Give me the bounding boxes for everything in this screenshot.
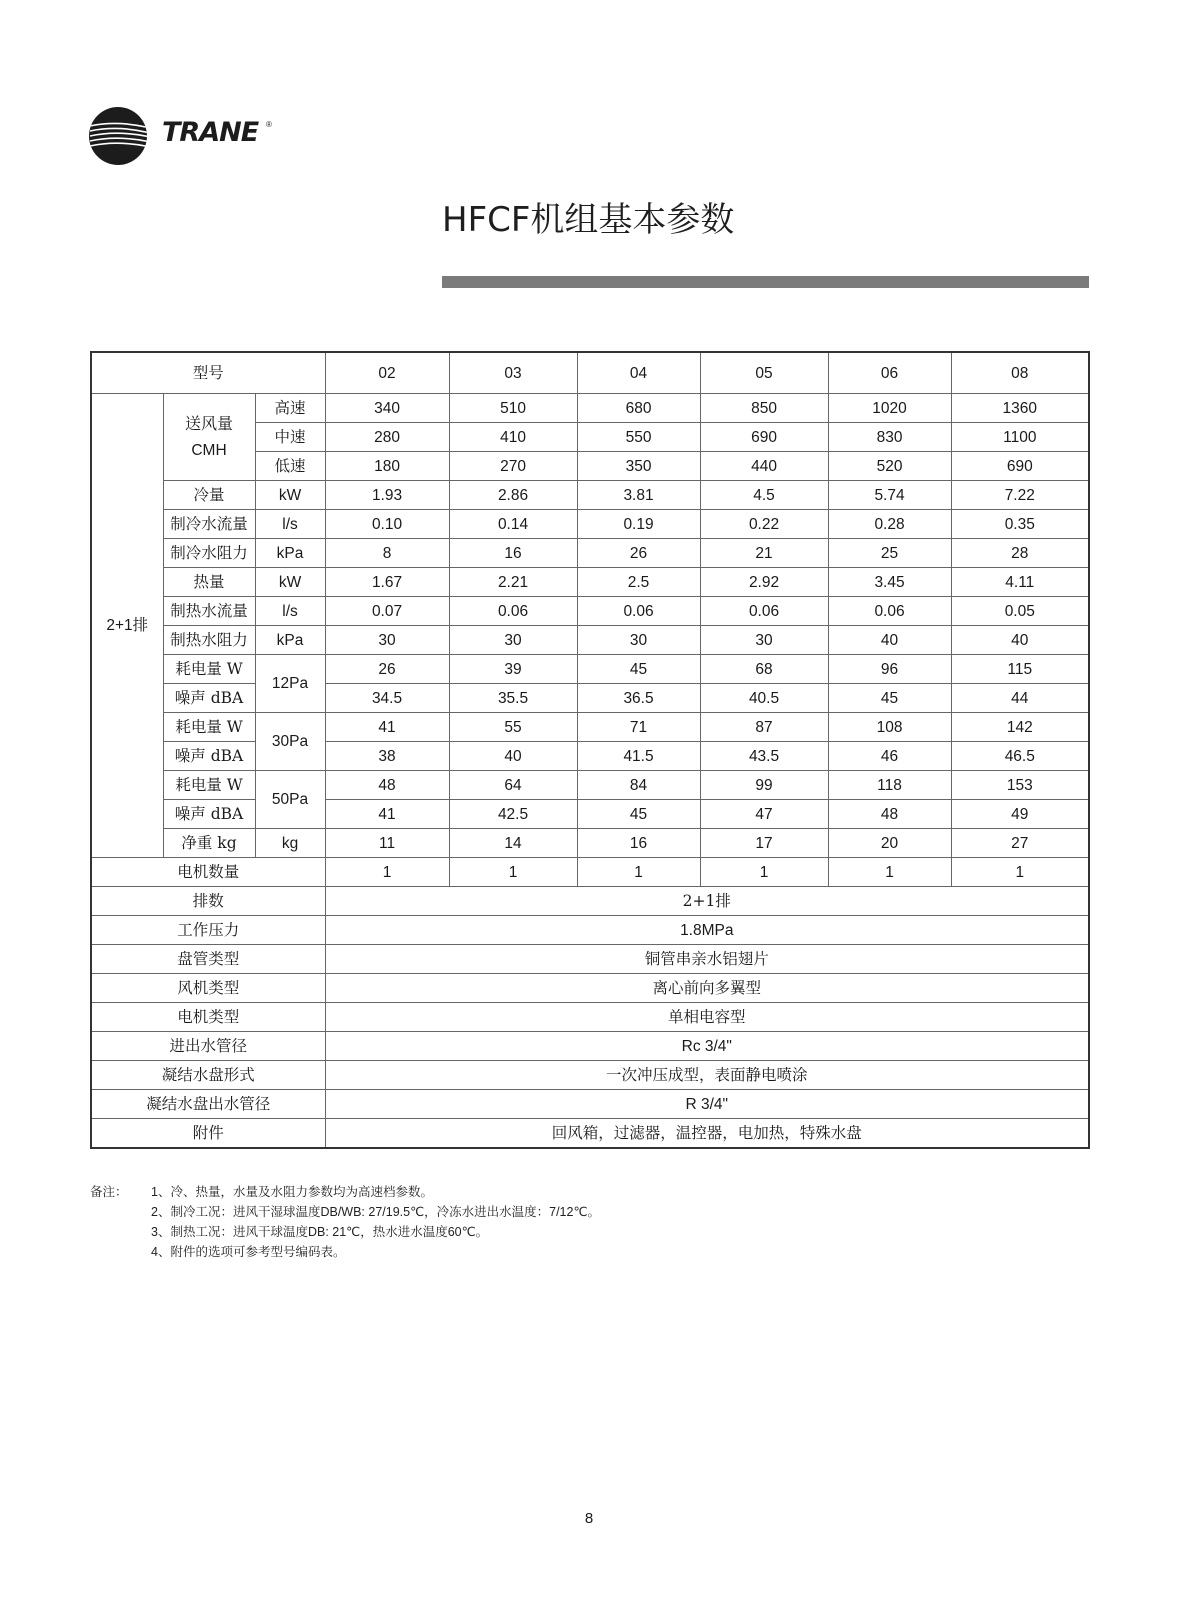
table-cell: 0.28: [828, 510, 951, 539]
table-cell: 0.06: [700, 597, 828, 626]
row-label: 噪声 dBA: [163, 684, 255, 713]
table-cell: 71: [577, 713, 700, 742]
row-label: 净重 kg: [163, 829, 255, 858]
table-cell: 45: [577, 800, 700, 829]
span-value: 离心前向多翼型: [325, 974, 1089, 1003]
table-cell: 25: [828, 539, 951, 568]
span-row: [91, 916, 1089, 945]
span-value: 回风箱，过滤器，温控器，电加热，特殊水盘: [325, 1119, 1089, 1149]
pressure-label: 12Pa: [255, 655, 325, 713]
table-cell: 27: [951, 829, 1089, 858]
table-cell: 87: [700, 713, 828, 742]
brand-name: TRANE: [162, 117, 259, 148]
table-row: [91, 597, 1089, 626]
row-label: 制冷水阻力: [163, 539, 255, 568]
row-label: 制冷水流量: [163, 510, 255, 539]
page-title: HFCF机组基本参数: [442, 200, 735, 240]
table-cell: 11: [325, 829, 449, 858]
table-cell: 5.74: [828, 481, 951, 510]
table-cell: 35.5: [449, 684, 577, 713]
span-label: 工作压力: [91, 916, 325, 945]
span-row: [91, 945, 1089, 974]
airflow-label-unit: CMH: [191, 442, 227, 459]
table-cell: 550: [577, 423, 700, 452]
row-unit: kPa: [255, 539, 325, 568]
table-row: [91, 829, 1089, 858]
table-cell: 850: [700, 394, 828, 423]
notes-label: 备注：: [90, 1185, 128, 1199]
span-value: 1.8MPa: [325, 916, 1089, 945]
table-row: [91, 800, 1089, 829]
table-cell: 0.22: [700, 510, 828, 539]
table-cell: 30: [700, 626, 828, 655]
table-cell: 1100: [951, 423, 1089, 452]
table-cell: 16: [449, 539, 577, 568]
note-item: 2、制冷工况：进风干湿球温度DB/WB: 27/19.5℃，冷冻水进出水温度：7/12℃。: [151, 1205, 600, 1219]
model-cell: 08: [951, 352, 1089, 394]
table-cell: 1: [828, 858, 951, 887]
row-label: 制热水流量: [163, 597, 255, 626]
table-cell: 0.06: [828, 597, 951, 626]
note-item: 3、制热工况：进风干球温度DB: 21℃，热水进水温度60℃。: [151, 1225, 489, 1239]
table-cell: 510: [449, 394, 577, 423]
table-cell: 64: [449, 771, 577, 800]
airflow-label-cn: 送风量: [184, 414, 233, 433]
table-cell: 44: [951, 684, 1089, 713]
span-label: 风机类型: [91, 974, 325, 1003]
row-label: 冷量: [163, 481, 255, 510]
span-value: 单相电容型: [325, 1003, 1089, 1032]
table-cell: 46: [828, 742, 951, 771]
table-cell: 108: [828, 713, 951, 742]
table-cell: 41.5: [577, 742, 700, 771]
table-cell: 2.21: [449, 568, 577, 597]
pressure-label: 50Pa: [255, 771, 325, 829]
table-row: [91, 858, 1089, 887]
table-cell: 440: [700, 452, 828, 481]
table-row: [91, 713, 1089, 742]
table-cell: 520: [828, 452, 951, 481]
table-cell: 30: [449, 626, 577, 655]
table-row: [91, 481, 1089, 510]
table-cell: 1.93: [325, 481, 449, 510]
table-cell: 43.5: [700, 742, 828, 771]
table-cell: 40: [828, 626, 951, 655]
table-cell: 680: [577, 394, 700, 423]
table-cell: 30: [577, 626, 700, 655]
table-cell: 350: [577, 452, 700, 481]
table-cell: 49: [951, 800, 1089, 829]
table-cell: 4.11: [951, 568, 1089, 597]
table-row: [91, 394, 1089, 423]
table-row: [91, 568, 1089, 597]
table-cell: 34.5: [325, 684, 449, 713]
table-cell: 153: [951, 771, 1089, 800]
table-cell: 142: [951, 713, 1089, 742]
table-cell: 1020: [828, 394, 951, 423]
row-unit: l/s: [255, 597, 325, 626]
table-cell: 17: [700, 829, 828, 858]
span-label: 凝结水盘出水管径: [91, 1090, 325, 1119]
table-cell: 2.5: [577, 568, 700, 597]
span-row: [91, 1119, 1089, 1149]
span-row: [91, 1003, 1089, 1032]
row-label: 耗电量 W: [163, 771, 255, 800]
table-cell: 410: [449, 423, 577, 452]
table-cell: 99: [700, 771, 828, 800]
table-cell: 2.86: [449, 481, 577, 510]
model-cell: 04: [577, 352, 700, 394]
span-label: 盘管类型: [91, 945, 325, 974]
table-cell: 40.5: [700, 684, 828, 713]
table-cell: 30: [325, 626, 449, 655]
table-cell: 48: [828, 800, 951, 829]
trane-logo: [88, 106, 288, 166]
table-cell: 0.07: [325, 597, 449, 626]
row-unit: kg: [255, 829, 325, 858]
speed-low-label: 低速: [255, 452, 325, 481]
speed-high-label: 高速: [255, 394, 325, 423]
table-cell: 16: [577, 829, 700, 858]
table-cell: 14: [449, 829, 577, 858]
table-cell: 0.06: [449, 597, 577, 626]
table-cell: 48: [325, 771, 449, 800]
table-cell: 1.67: [325, 568, 449, 597]
table-cell: 20: [828, 829, 951, 858]
model-cell: 05: [700, 352, 828, 394]
span-value: 铜管串亲水铝翅片: [325, 945, 1089, 974]
table-cell: 42.5: [449, 800, 577, 829]
table-cell: 68: [700, 655, 828, 684]
table-cell: 40: [449, 742, 577, 771]
table-row: [91, 684, 1089, 713]
table-cell: 118: [828, 771, 951, 800]
table-cell: 0.14: [449, 510, 577, 539]
table-cell: 180: [325, 452, 449, 481]
span-row: [91, 974, 1089, 1003]
row-label: 制热水阻力: [163, 626, 255, 655]
span-row: [91, 1090, 1089, 1119]
span-label: 凝结水盘形式: [91, 1061, 325, 1090]
row-label: 耗电量 W: [163, 713, 255, 742]
table-cell: 47: [700, 800, 828, 829]
table-cell: 3.81: [577, 481, 700, 510]
table-row: [91, 510, 1089, 539]
table-cell: 84: [577, 771, 700, 800]
registered-mark: ®: [266, 120, 272, 129]
title-underline-bar: [442, 276, 1089, 288]
table-cell: 3.45: [828, 568, 951, 597]
row-unit: kPa: [255, 626, 325, 655]
table-cell: 830: [828, 423, 951, 452]
model-cell: 03: [449, 352, 577, 394]
span-value: R 3/4": [325, 1090, 1089, 1119]
row-label: 热量: [163, 568, 255, 597]
table-cell: 28: [951, 539, 1089, 568]
table-cell: 46.5: [951, 742, 1089, 771]
spec-table: [90, 351, 1090, 1149]
row-label: 噪声 dBA: [163, 742, 255, 771]
table-cell: 96: [828, 655, 951, 684]
table-cell: 26: [325, 655, 449, 684]
table-cell: 45: [828, 684, 951, 713]
table-row: [91, 539, 1089, 568]
table-cell: 39: [449, 655, 577, 684]
span-label: 排数: [91, 887, 325, 916]
table-cell: 0.06: [577, 597, 700, 626]
table-cell: 0.19: [577, 510, 700, 539]
span-label: 电机类型: [91, 1003, 325, 1032]
row-unit: l/s: [255, 510, 325, 539]
table-cell: 26: [577, 539, 700, 568]
table-cell: 280: [325, 423, 449, 452]
table-cell: 7.22: [951, 481, 1089, 510]
model-cell: 02: [325, 352, 449, 394]
table-cell: 45: [577, 655, 700, 684]
table-cell: 1360: [951, 394, 1089, 423]
span-label: 进出水管径: [91, 1032, 325, 1061]
table-cell: 690: [951, 452, 1089, 481]
table-cell: 1: [577, 858, 700, 887]
model-cell: 06: [828, 352, 951, 394]
table-cell: 36.5: [577, 684, 700, 713]
table-cell: 1: [449, 858, 577, 887]
table-cell: 115: [951, 655, 1089, 684]
airflow-label: [163, 394, 255, 481]
table-cell: 1: [700, 858, 828, 887]
table-cell: 55: [449, 713, 577, 742]
table-cell: 0.10: [325, 510, 449, 539]
table-cell: 8: [325, 539, 449, 568]
notes-list: [151, 1182, 851, 1262]
span-label: 附件: [91, 1119, 325, 1149]
span-value: 2+1排: [325, 887, 1089, 916]
table-cell: 21: [700, 539, 828, 568]
table-cell: 340: [325, 394, 449, 423]
row-label: 电机数量: [91, 858, 325, 887]
note-item: 4、附件的选项可参考型号编码表。: [151, 1245, 346, 1259]
table-cell: 0.35: [951, 510, 1089, 539]
span-value: Rc 3/4": [325, 1032, 1089, 1061]
table-cell: 690: [700, 423, 828, 452]
group-label: 2+1排: [91, 394, 163, 858]
pressure-label: 30Pa: [255, 713, 325, 771]
table-cell: 41: [325, 800, 449, 829]
table-header-row: [91, 352, 1089, 394]
span-row: [91, 887, 1089, 916]
speed-mid-label: 中速: [255, 423, 325, 452]
span-row: [91, 1061, 1089, 1090]
table-cell: 2.92: [700, 568, 828, 597]
trane-globe-icon: [88, 106, 148, 166]
row-unit: kW: [255, 568, 325, 597]
span-value: 一次冲压成型，表面静电喷涂: [325, 1061, 1089, 1090]
table-cell: 4.5: [700, 481, 828, 510]
table-cell: 40: [951, 626, 1089, 655]
table-cell: 41: [325, 713, 449, 742]
table-row: [91, 771, 1089, 800]
row-label: 噪声 dBA: [163, 800, 255, 829]
table-row: [91, 655, 1089, 684]
row-unit: kW: [255, 481, 325, 510]
table-cell: 0.05: [951, 597, 1089, 626]
table-cell: 1: [951, 858, 1089, 887]
table-row: [91, 742, 1089, 771]
page-number: 8: [584, 1510, 594, 1527]
header-model-label: 型号: [91, 352, 325, 394]
row-label: 耗电量 W: [163, 655, 255, 684]
table-cell: 1: [325, 858, 449, 887]
table-cell: 38: [325, 742, 449, 771]
span-row: [91, 1032, 1089, 1061]
table-cell: 270: [449, 452, 577, 481]
table-row: [91, 626, 1089, 655]
note-item: 1、冷、热量，水量及水阻力参数均为高速档参数。: [151, 1185, 433, 1199]
